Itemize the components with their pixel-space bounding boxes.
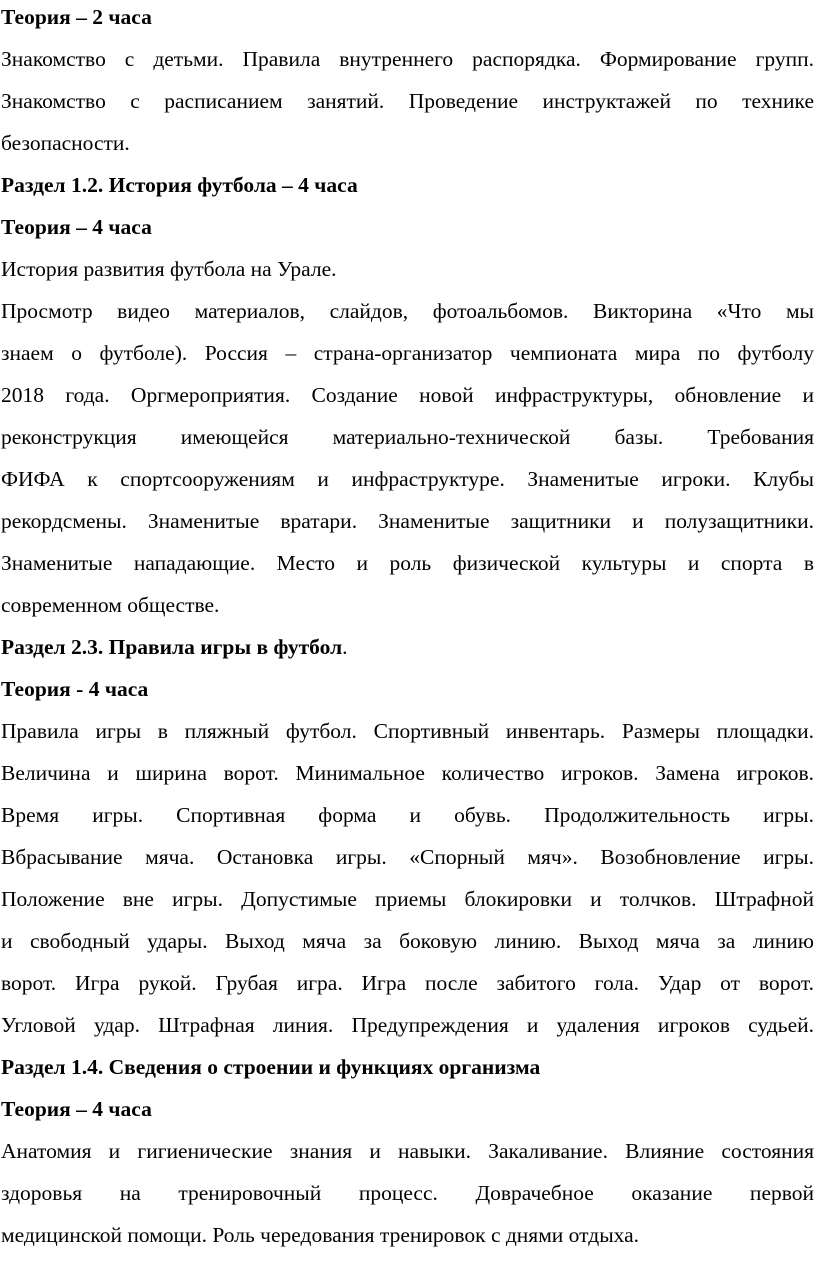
- paragraph-line: ФИФА к спортсооружениям и инфраструктуре. Знаменитые игроки. Клубы: [1, 467, 814, 491]
- paragraph-line: рекордсмены. Знаменитые вратари. Знаменитые защитники и полузащитники.: [1, 509, 814, 533]
- heading-section-2-3-suffix: .: [342, 635, 348, 659]
- paragraph-line: безопасности.: [1, 131, 130, 155]
- paragraph-line: здоровья на тренировочный процесс. Доврачебное оказание первой: [1, 1181, 814, 1205]
- paragraph-line: Знакомство с расписанием занятий. Проведение инструктажей по технике: [1, 89, 814, 113]
- heading-section-2-3: [1, 632, 814, 662]
- paragraph-line: Вбрасывание мяча. Остановка игры. «Спорный мяч». Возобновление игры.: [1, 845, 814, 869]
- heading-section-2-3-text: Раздел 2.3. Правила игры в футбол: [1, 635, 343, 659]
- heading-theory-4h: Теория – 4 часа: [1, 1097, 152, 1121]
- paragraph-line: реконструкция имеющейся материально-технической базы. Требования: [1, 425, 814, 449]
- paragraph-line: ворот. Игра рукой. Грубая игра. Игра после забитого гола. Удар от ворот.: [1, 971, 814, 995]
- paragraph-line: и свободный удары. Выход мяча за боковую линию. Выход мяча за линию: [1, 929, 814, 953]
- paragraph-line: Просмотр видео материалов, слайдов, фотоальбомов. Викторина «Что мы: [1, 299, 814, 323]
- paragraph-line: Знакомство с детьми. Правила внутреннего распорядка. Формирование групп.: [1, 47, 814, 71]
- paragraph-line: Время игры. Спортивная форма и обувь. Продолжительность игры.: [1, 803, 814, 827]
- heading-section-1-4: Раздел 1.4. Сведения о строении и функциях организма: [1, 1055, 541, 1079]
- paragraph-line: медицинской помощи. Роль чередования тренировок с днями отдыха.: [1, 1223, 640, 1247]
- paragraph-line: Знаменитые нападающие. Место и роль физической культуры и спорта в: [1, 551, 814, 575]
- paragraph-line: Положение вне игры. Допустимые приемы блокировки и толчков. Штрафной: [1, 887, 814, 911]
- paragraph-line: Величина и ширина ворот. Минимальное количество игроков. Замена игроков.: [1, 761, 814, 785]
- heading-section-1-2: Раздел 1.2. История футбола – 4 часа: [1, 173, 358, 197]
- paragraph-line: Анатомия и гигиенические знания и навыки. Закаливание. Влияние состояния: [1, 1139, 814, 1163]
- paragraph-line: 2018 года. Оргмероприятия. Создание новой инфраструктуры, обновление и: [1, 383, 814, 407]
- paragraph-line: История развития футбола на Урале.: [1, 257, 337, 281]
- heading-theory-4h: Теория – 4 часа: [1, 215, 152, 239]
- paragraph-line: Правила игры в пляжный футбол. Спортивный инвентарь. Размеры площадки.: [1, 719, 814, 743]
- paragraph-line: Угловой удар. Штрафная линия. Предупреждения и удаления игроков судьей.: [1, 1013, 814, 1037]
- paragraph-line: современном обществе.: [1, 593, 220, 617]
- paragraph-line: знаем о футболе). Россия – страна-организатор чемпионата мира по футболу: [1, 341, 814, 365]
- heading-theory-4h: Теория - 4 часа: [1, 677, 149, 701]
- heading-theory-2h: Теория – 2 часа: [1, 5, 152, 29]
